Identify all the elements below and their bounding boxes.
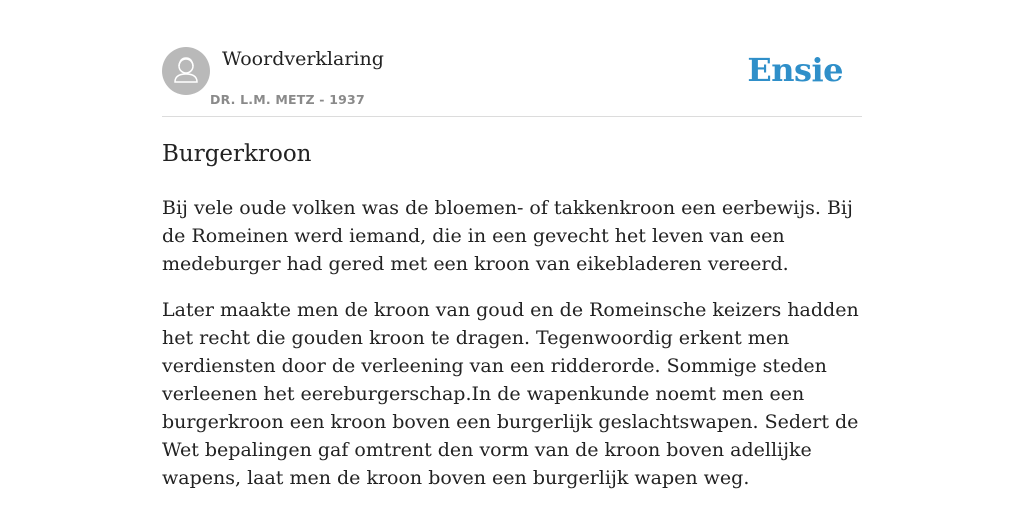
avatar [162,47,210,95]
article-title: Burgerkroon [162,141,312,167]
source-header [162,46,862,117]
source-title[interactable]: Woordverklaring [222,48,384,70]
article [162,138,864,510]
source-author: DR. L.M. METZ - 1937 [210,92,365,107]
user-silhouette-icon [162,47,210,95]
article-paragraph: Later maakte men de kroon van goud en de Romeinsche keizers hadden het recht die gouden kroon te dragen. Tegenwoordig erkent men verdiensten door de verleening van een ridderorde. Sommige steden verleenen het eereburgerschap.In de wapenkunde noemt men een burgerkroon een kroon boven een burgerlijk geslachtswapen. Sedert de Wet bepalingen gaf omtrent den vorm van de kroon boven adellijke wapens, laat men de kroon boven een burgerlijk wapen weg. [162,299,859,489]
ensie-logo[interactable]: Ensie [747,51,843,89]
article-paragraph: Bij vele oude volken was de bloemen- of takkenkroon een eerbewijs. Bij de Romeinen werd iemand, die in een gevecht het leven van een medeburger had gered met een kroon van eikebladeren vereerd. [162,197,853,275]
